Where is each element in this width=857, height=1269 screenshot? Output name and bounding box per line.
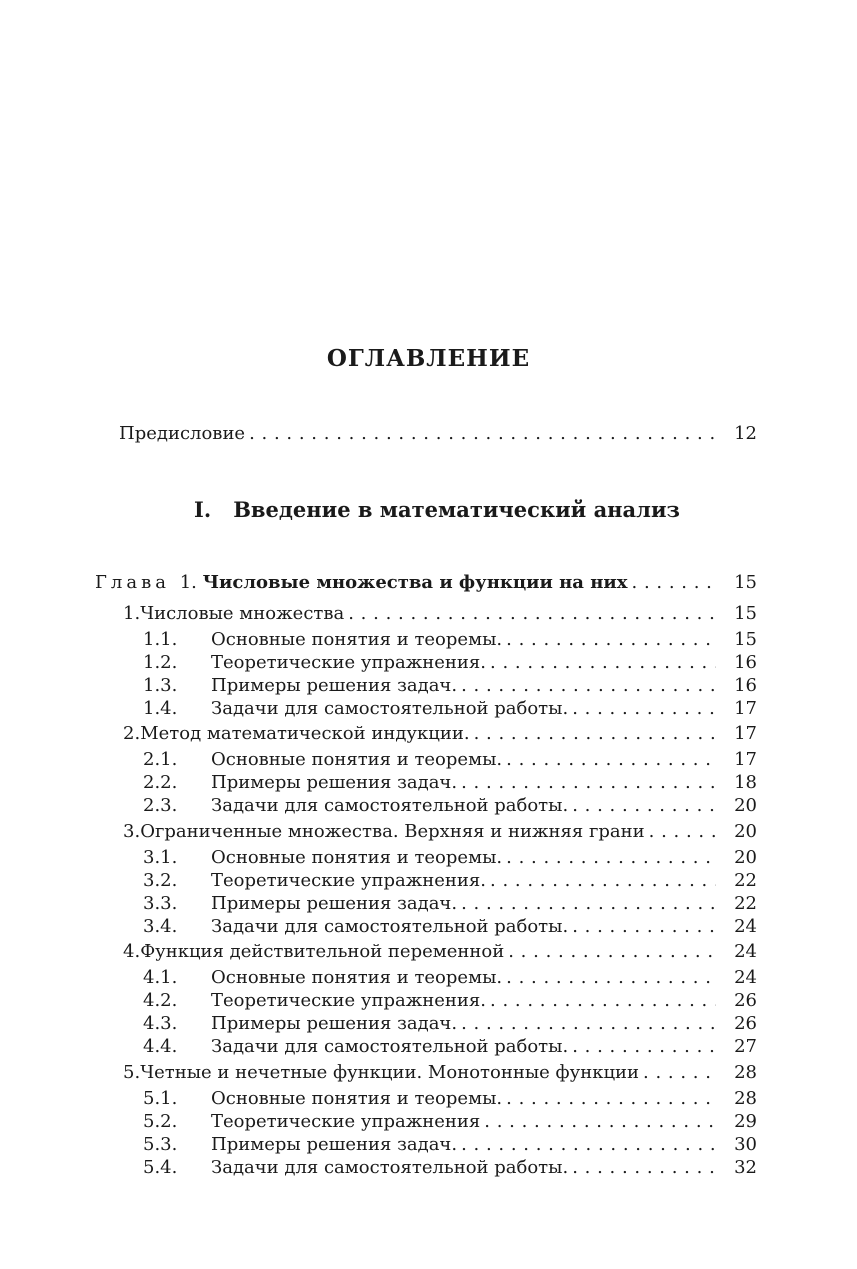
toc-entry-label [143, 1088, 502, 1110]
toc-entry-subsection[interactable] [143, 1088, 757, 1110]
toc-entry-label [143, 749, 502, 771]
toc-entry-number: 1.1. [143, 629, 178, 650]
toc-entry-label [143, 847, 502, 869]
toc-entry-title: Основные понятия и теоремы. [211, 629, 503, 650]
toc-entry-title: Числовые множества [140, 603, 345, 624]
toc-entry-label [143, 675, 457, 697]
toc-entry-label [143, 967, 502, 989]
dot-leader [461, 675, 716, 697]
toc-entry-number: 3. [123, 821, 141, 842]
toc-entry-section[interactable] [123, 941, 757, 963]
toc-entry-subsection[interactable] [143, 1111, 757, 1133]
toc-entry-title: Теоретические упражнения. [211, 990, 487, 1011]
toc-entry-number: 1.2. [143, 652, 178, 673]
toc-entry-label [143, 870, 486, 892]
dot-leader [572, 916, 716, 938]
toc-entry-number: 3.4. [143, 916, 178, 937]
toc-entry-subsection[interactable] [143, 1036, 757, 1058]
page-title: ОГЛАВЛЕНИЕ [326, 345, 531, 372]
toc-entry-number: 2. [123, 723, 141, 744]
toc-entry-title: Задачи для самостоятельной работы. [211, 916, 569, 937]
toc-entry-title: Теоретические упражнения [211, 1111, 481, 1132]
dot-leader [506, 967, 716, 989]
toc-entry-number: 1.4. [143, 698, 178, 719]
toc-entry-title: Основные понятия и теоремы. [211, 1088, 503, 1109]
toc-entry-subsection[interactable] [143, 1013, 757, 1035]
toc-entry-title: Примеры решения задач. [211, 772, 458, 793]
toc-entry-label [143, 1134, 457, 1156]
dot-leader [348, 603, 716, 625]
toc-entry-subsection[interactable] [143, 749, 757, 771]
dot-leader [461, 1134, 716, 1156]
toc-entry-label [143, 795, 568, 817]
toc-entry-preface[interactable] [119, 423, 757, 445]
dot-leader [572, 795, 716, 817]
toc-entry-title: Примеры решения задач. [211, 675, 458, 696]
toc-entry-title: Примеры решения задач. [211, 1013, 458, 1034]
toc-entry-number: 5. [123, 1062, 141, 1083]
toc-entry-label [143, 772, 457, 794]
dot-leader [632, 572, 717, 594]
toc-entry-chapter[interactable] [95, 572, 757, 594]
toc-page-number: 20 [734, 821, 757, 842]
dot-leader [506, 629, 716, 651]
toc-entry-title: Функция действительной переменной [140, 941, 505, 962]
toc-page-number: 26 [734, 990, 757, 1011]
toc-entry-number: 4. [123, 941, 141, 962]
toc-entry-section[interactable] [123, 723, 757, 745]
toc-entry-subsection[interactable] [143, 1134, 757, 1156]
toc-page-number: 26 [734, 1013, 757, 1034]
toc-entry-subsection[interactable] [143, 675, 757, 697]
part-heading [0, 497, 857, 522]
dot-leader [506, 1088, 716, 1110]
toc-entry-label [95, 572, 628, 594]
toc-entry-title: Четные и нечетные функции. Монотонные функции [140, 1062, 640, 1083]
toc-page-number: 28 [734, 1088, 757, 1109]
toc-page-number: 22 [734, 893, 757, 914]
toc-entry-subsection[interactable] [143, 1157, 757, 1179]
dot-leader [249, 423, 716, 445]
toc-entry-label [123, 1062, 639, 1084]
toc-entry-label [143, 916, 568, 938]
toc-entry-number: 5.3. [143, 1134, 178, 1155]
toc-entry-number: 2.3. [143, 795, 178, 816]
toc-entry-label [143, 698, 568, 720]
toc-page-number: 24 [734, 967, 757, 988]
chapter-title: Числовые множества и функции на них [202, 572, 628, 593]
toc-entry-subsection[interactable] [143, 847, 757, 869]
toc-entry-title: Теоретические упражнения. [211, 870, 487, 891]
toc-page-number: 18 [734, 772, 757, 793]
toc-entry-label [123, 603, 344, 625]
dot-leader [649, 821, 716, 843]
dot-leader [572, 698, 716, 720]
dot-leader [572, 1036, 716, 1058]
toc-entry-number: 2.2. [143, 772, 178, 793]
toc-entry-section[interactable] [123, 821, 757, 843]
toc-entry-title: Основные понятия и теоремы. [211, 967, 503, 988]
toc-entry-number: 4.2. [143, 990, 178, 1011]
toc-entry-label [143, 629, 502, 651]
toc-entry-number: 5.1. [143, 1088, 178, 1109]
toc-page-number: 24 [734, 916, 757, 937]
toc-entry-label [143, 1013, 457, 1035]
toc-entry-title: Задачи для самостоятельной работы. [211, 698, 569, 719]
toc-entry-section[interactable] [123, 1062, 757, 1084]
chapter-number: 1. [179, 572, 197, 593]
toc-page-number: 24 [734, 941, 757, 962]
dot-leader [572, 1157, 716, 1179]
toc-entry-subsection[interactable] [143, 967, 757, 989]
toc-page-number: 17 [734, 749, 757, 770]
dot-leader [484, 1111, 716, 1133]
toc-entry-label [143, 1157, 568, 1179]
dot-leader [461, 893, 716, 915]
toc-entry-label [123, 723, 470, 745]
toc-entry-label [143, 893, 457, 915]
toc-entry-number: 4.3. [143, 1013, 178, 1034]
toc-entry-label: Предисловие [119, 423, 246, 444]
dot-leader [506, 847, 716, 869]
toc-entry-section[interactable] [123, 603, 757, 625]
toc-page-number: 27 [734, 1036, 757, 1057]
toc-entry-subsection[interactable] [143, 629, 757, 651]
toc-entry-title: Примеры решения задач. [211, 893, 458, 914]
toc-page-number: 22 [734, 870, 757, 891]
toc-entry-subsection[interactable] [143, 772, 757, 794]
toc-entry-subsection[interactable] [143, 893, 757, 915]
toc-page-number: 15 [734, 603, 757, 624]
toc-entry-number: 3.3. [143, 893, 178, 914]
toc-page-number: 17 [734, 698, 757, 719]
toc-entry-title: Примеры решения задач. [211, 1134, 458, 1155]
toc-entry-title: Теоретические упражнения. [211, 652, 487, 673]
toc-page-number: 29 [734, 1111, 757, 1132]
toc-entry-label [143, 1036, 568, 1058]
toc-entry-number: 1.3. [143, 675, 178, 696]
toc-page-number: 32 [734, 1157, 757, 1178]
dot-leader [490, 652, 716, 674]
toc-entry-label [123, 821, 645, 843]
toc-entry-number: 5.2. [143, 1111, 178, 1132]
toc-page-number: 12 [734, 423, 757, 444]
toc-entry-title: Задачи для самостоятельной работы. [211, 795, 569, 816]
toc-page-number: 16 [734, 652, 757, 673]
chapter-prefix: Глава [95, 572, 170, 593]
toc-entry-subsection[interactable] [143, 652, 757, 674]
toc-entry-number: 2.1. [143, 749, 178, 770]
toc-entry-number: 3.2. [143, 870, 178, 891]
toc-page-number: 20 [734, 795, 757, 816]
toc-entry-label [143, 990, 486, 1012]
toc-entry-label [123, 941, 504, 963]
dot-leader [461, 1013, 716, 1035]
toc-entry-subsection[interactable] [143, 990, 757, 1012]
dot-leader [490, 870, 716, 892]
dot-leader [643, 1062, 716, 1084]
toc-entry-number: 3.1. [143, 847, 178, 868]
dot-leader [490, 990, 716, 1012]
toc-entry-subsection[interactable] [143, 870, 757, 892]
dot-leader [474, 723, 716, 745]
toc-page-number: 28 [734, 1062, 757, 1083]
toc-entry-title: Основные понятия и теоремы. [211, 847, 503, 868]
toc-entry-number: 5.4. [143, 1157, 178, 1178]
toc-entry-number: 1. [123, 603, 141, 624]
toc-entry-title: Задачи для самостоятельной работы. [211, 1157, 569, 1178]
toc-page-number: 30 [734, 1134, 757, 1155]
toc-entry-subsection[interactable] [143, 916, 757, 938]
toc-page-number: 20 [734, 847, 757, 868]
toc-entry-title: Ограниченные множества. Верхняя и нижняя грани [140, 821, 645, 842]
toc-entry-subsection[interactable] [143, 698, 757, 720]
part-number: I. [194, 497, 212, 522]
toc-page-number: 15 [734, 629, 757, 650]
toc-page-number: 15 [734, 572, 757, 593]
dot-leader [508, 941, 716, 963]
toc-page-number: 17 [734, 723, 757, 744]
toc-entry-subsection[interactable] [143, 795, 757, 817]
toc-entry-label [143, 1111, 480, 1133]
dot-leader [461, 772, 716, 794]
toc-entry-label [143, 652, 486, 674]
toc-entry-title: Основные понятия и теоремы. [211, 749, 503, 770]
dot-leader [506, 749, 716, 771]
toc-entry-title: Задачи для самостоятельной работы. [211, 1036, 569, 1057]
toc-entry-number: 4.1. [143, 967, 178, 988]
toc-entry-number: 4.4. [143, 1036, 178, 1057]
toc-entry-title: Метод математической индукции. [140, 723, 470, 744]
part-title-text: Введение в математический анализ [233, 497, 680, 522]
toc-page-number: 16 [734, 675, 757, 696]
